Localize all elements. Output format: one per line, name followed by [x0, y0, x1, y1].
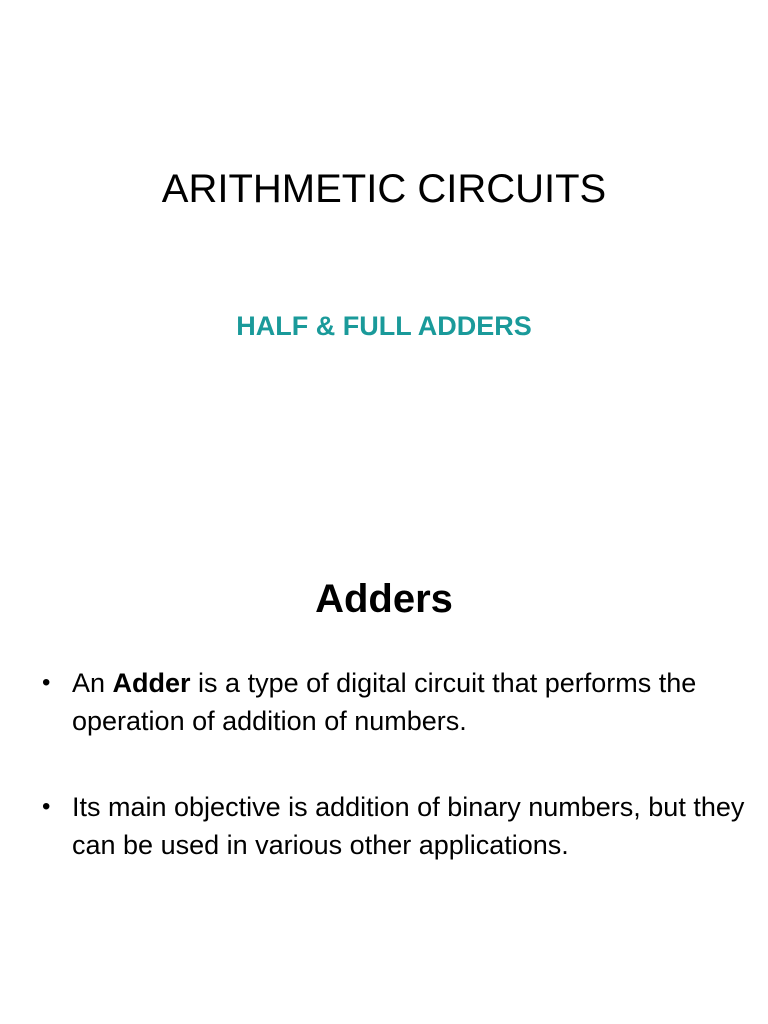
bullet-marker: •: [42, 669, 51, 696]
bullet-marker: •: [42, 793, 51, 820]
slide-adders: [0, 512, 768, 1024]
slide-title-heading: ARITHMETIC CIRCUITS: [161, 167, 607, 211]
slide-subtitle: HALF & FULL ADDERS: [236, 311, 532, 341]
bullet-item: [42, 664, 752, 740]
bullet-item: [42, 788, 752, 864]
bullet-term: Adder: [112, 668, 191, 698]
bullet-list: [42, 664, 752, 912]
bullet-text-prefix: An: [72, 668, 113, 698]
bullet-text-suffix: is a type of digital circuit that performs the operation of addition of numbers.: [72, 668, 697, 736]
bullet-text: Its main objective is addition of binary numbers, but they can be used in various other applications.: [72, 792, 745, 860]
slide-heading-adders: Adders: [315, 577, 453, 621]
